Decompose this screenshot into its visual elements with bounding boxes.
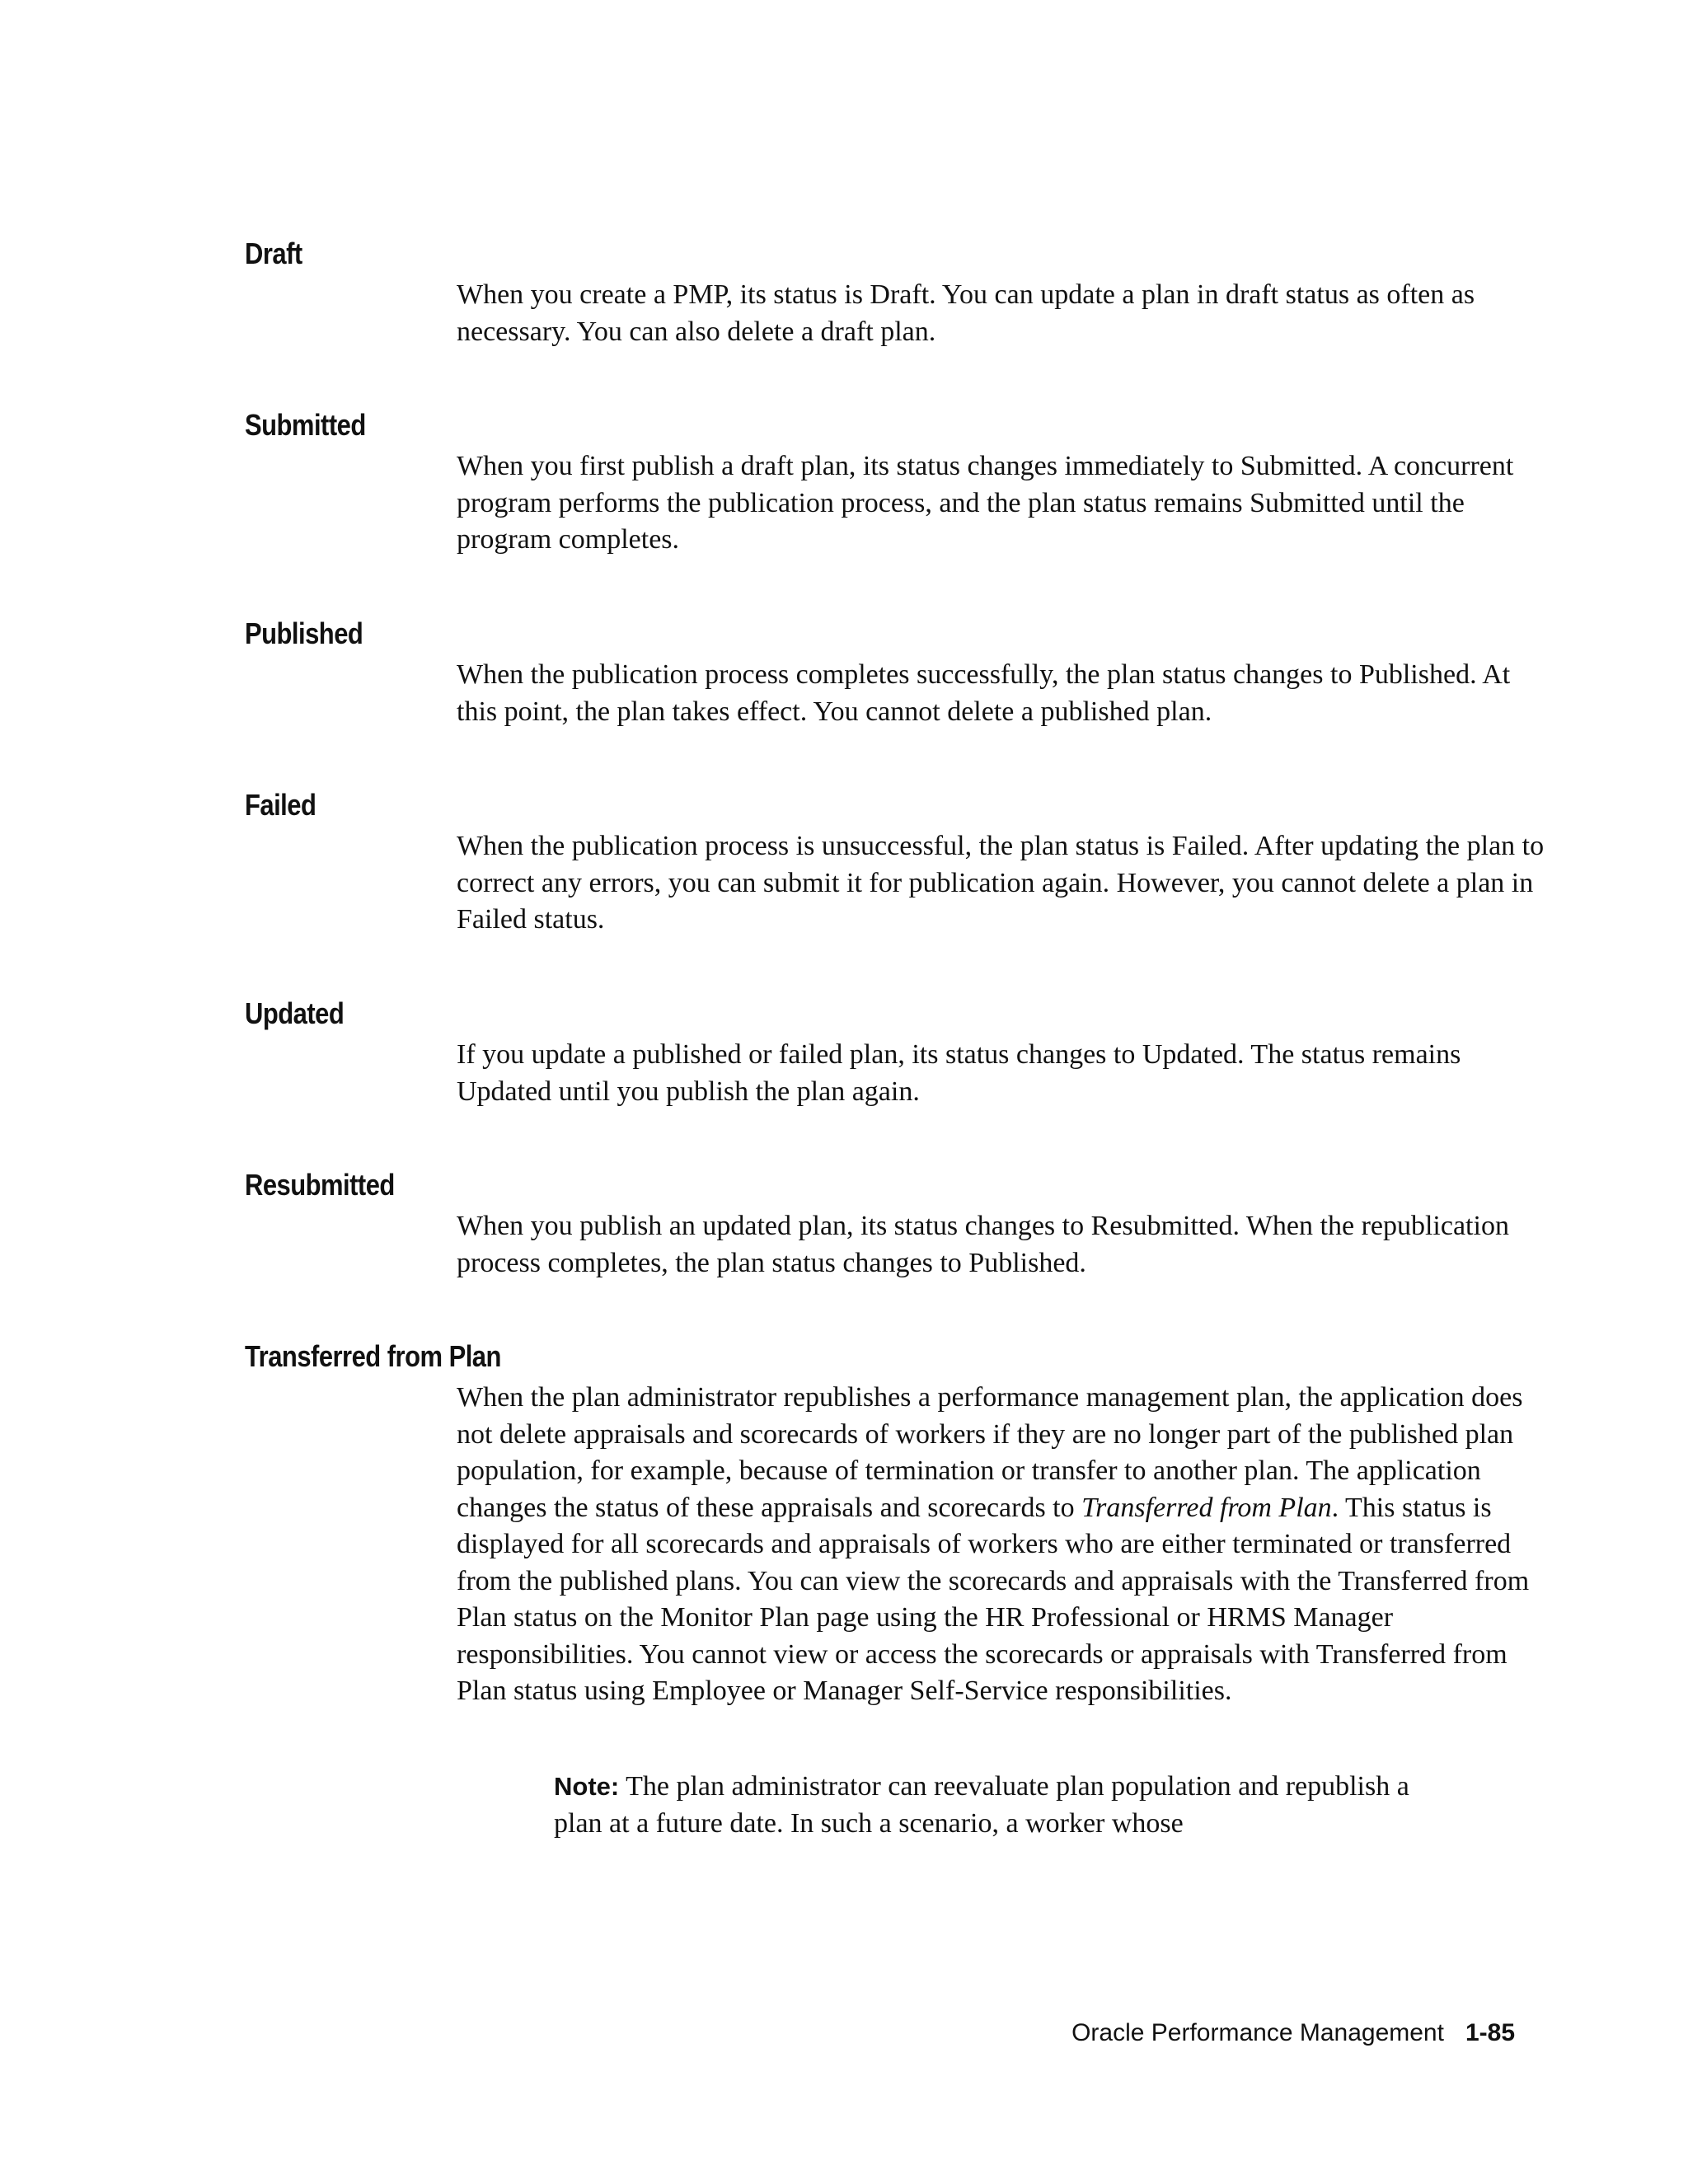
text-run: When the plan administrator republishes a performance management plan, the application does not delete appraisals and scorecards of workers if they are no longer part of the published plan population, for example, because of termination or transfer to another plan. The application changes the status of these appraisals and scorecards to — [457, 1382, 1523, 1523]
note-box — [554, 1769, 1411, 1842]
section-heading: Submitted — [245, 408, 366, 442]
section-heading: Updated — [245, 996, 345, 1030]
paragraph: When the publication process completes successfully, the plan status changes to Published. At this point, the plan takes effect. You cannot delete a published plan. — [457, 659, 1511, 727]
paragraph: When you create a PMP, its status is Draft. You can update a plan in draft status as often as necessary. You can also delete a draft plan. — [457, 279, 1475, 347]
paragraph: When you publish an updated plan, its status changes to Resubmitted. When the republication process completes, the plan status changes to Published. — [457, 1211, 1509, 1278]
section-heading: Transferred from Plan — [245, 1339, 501, 1373]
paragraph: If you update a published or failed plan, its status changes to Updated. The status remains Updated until you publish the plan again. — [457, 1039, 1461, 1107]
section-heading: Published — [245, 616, 363, 650]
text-run: . This status is displayed for all scorecards and appraisals of workers who are either terminated or transferred from the published plans. You can view the scorecards and appraisals with the Transferred from Plan status on the Monitor Plan page using the HR Professional or HRMS Manager responsibilities. You cannot view or access the scorecards or appraisals with Transferred from Plan status using Employee or Manager Self-Service responsibilities. — [457, 1492, 1530, 1706]
section-body — [457, 448, 1545, 559]
paragraph: When the publication process is unsuccessful, the plan status is Failed. After updating the plan to correct any errors, you can submit it for publication again. However, you cannot delete a plan in Failed status. — [457, 831, 1545, 935]
section-heading: Resubmitted — [245, 1168, 395, 1202]
section-body — [457, 1208, 1545, 1282]
page-footer — [1071, 2019, 1515, 2047]
footer-title: Oracle Performance Management — [1071, 2019, 1444, 2046]
paragraph — [457, 1380, 1545, 1710]
section-heading: Draft — [245, 237, 302, 270]
note-text: The plan administrator can reevaluate plan population and republish a plan at a future date. In such a scenario, a worker whose — [554, 1771, 1409, 1839]
section-body — [457, 1380, 1545, 1710]
section-body — [457, 828, 1545, 939]
note-label: Note: — [554, 1772, 620, 1801]
page-number: 1-85 — [1465, 2019, 1515, 2046]
section-body — [457, 277, 1545, 350]
status-term-italic: Transferred from Plan — [1081, 1492, 1332, 1523]
section-heading: Failed — [245, 788, 316, 822]
section-body — [457, 657, 1545, 730]
section-body — [457, 1037, 1545, 1110]
paragraph: When you first publish a draft plan, its status changes immediately to Submitted. A concurrent program performs the publication process, and the plan status remains Submitted until the program completes. — [457, 451, 1514, 555]
